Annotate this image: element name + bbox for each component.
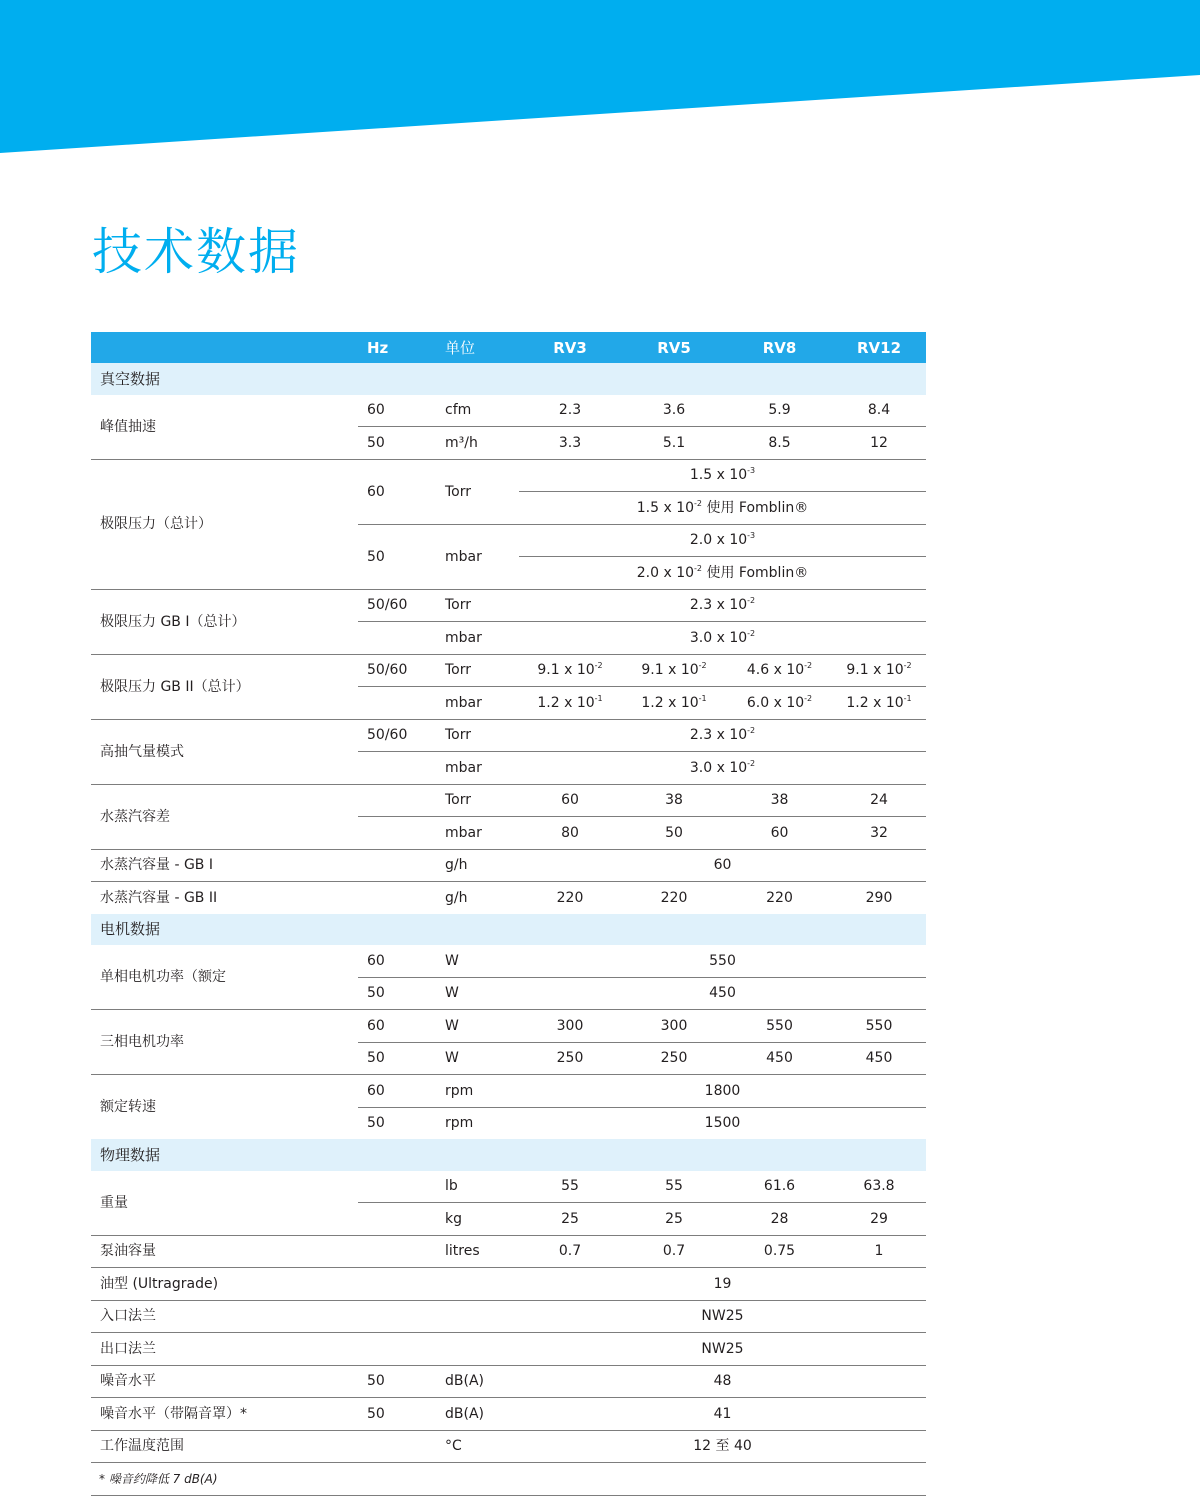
cell-value: 3.3 [519,427,621,460]
cell-hz [358,752,435,785]
header-unit: 单位 [435,332,519,363]
specification-table [91,332,926,1496]
row-label-noise-enclosure: 噪音水平（带隔音罩）* [91,1398,358,1431]
cell-value: 12 至 40 [519,1430,926,1463]
value-base: 6.0 x 10 [746,694,805,711]
cell-value [621,687,727,720]
cell-value: NW25 [519,1333,926,1366]
cell-hz: 50 [367,1115,385,1132]
cell-hz [358,622,435,655]
header-banner [0,0,1200,160]
value-exponent: -1 [903,693,912,703]
cell-value [519,524,926,557]
value-exponent: -2 [804,693,813,703]
section-title-physical: 物理数据 [91,1139,926,1171]
cell-value: 38 [621,784,727,817]
table-row [91,719,926,752]
cell-value: 450 [832,1042,926,1075]
value-base: 1.5 x 10 [689,467,748,484]
cell-value [832,654,926,687]
cell-unit: dB(A) [435,1398,519,1431]
header-model-rv12: RV12 [832,332,926,363]
cell-value: 250 [621,1042,727,1075]
cell-value: 38 [727,784,832,817]
cell-value: 25 [519,1203,621,1236]
cell-value: 0.75 [727,1235,832,1268]
section-row-motor [91,914,926,946]
cell-hz [358,1171,435,1203]
cell-value: 25 [621,1203,727,1236]
cell-unit: mbar [435,622,519,655]
table-row [91,395,926,427]
cell-value: 0.7 [519,1235,621,1268]
cell-hz [358,849,435,882]
cell-hz: 60 [358,395,435,427]
value-base: 3.0 x 10 [689,629,748,646]
value-base: 9.1 x 10 [537,662,595,679]
cell-hz: 50 [358,977,435,1010]
value-base: 9.1 x 10 [846,662,904,679]
cell-hz [358,1333,435,1366]
cell-value: 60 [727,817,832,850]
header-model-rv5: RV5 [621,332,727,363]
cell-hz [358,1235,435,1268]
row-label-oil-type: 油型 (Ultragrade) [91,1268,358,1301]
cell-hz: 50/60 [358,719,435,752]
table-header-row [91,332,926,363]
cell-value: 55 [519,1171,621,1203]
cell-value: 550 [727,1010,832,1043]
row-label-rated-speed: 额定转速 [100,1099,156,1115]
row-label-weight: 重量 [91,1171,358,1236]
header-model-rv8: RV8 [727,332,832,363]
cell-hz: 50/60 [358,589,435,622]
cell-unit: W [435,977,519,1010]
cell-unit: Torr [435,654,519,687]
cell-hz: 50/60 [358,654,435,687]
cell-hz: 50 [358,524,435,589]
value-exponent: -3 [747,466,756,476]
cell-unit: Torr [435,589,519,622]
cell-value [621,654,727,687]
cell-value: 220 [556,889,584,906]
cell-value: 60 [519,784,621,817]
value-base: 1.2 x 10 [537,694,595,711]
value-base: 9.1 x 10 [641,662,699,679]
row-label-ultimate-gb1: 极限压力 GB I（总计） [91,589,358,654]
cell-hz [358,1300,435,1333]
page-title: 技术数据 [92,223,300,281]
value-exponent: -2 [694,498,703,508]
cell-unit: W [435,1042,519,1075]
cell-value: 50 [621,817,727,850]
cell-hz: 50 [358,1398,435,1431]
value-exponent: -2 [804,661,813,671]
cell-unit [435,1268,519,1301]
section-row-vacuum [91,363,926,395]
cell-value [519,492,926,525]
cell-unit: cfm [435,395,519,427]
value-suffix: 使用 Fomblin® [702,499,809,516]
table-row [91,1333,926,1366]
value-exponent: -1 [698,693,707,703]
cell-value [519,459,926,492]
cell-unit: W [435,1010,519,1043]
cell-value: NW25 [519,1300,926,1333]
table-row [91,589,926,622]
cell-unit: Torr [435,459,519,524]
table-row [91,882,926,914]
cell-unit: W [435,945,519,977]
value-exponent: -1 [594,693,603,703]
cell-value: 55 [621,1171,727,1203]
cell-value: 61.6 [727,1171,832,1203]
value-exponent: -3 [747,531,756,541]
table-row [91,945,926,977]
cell-value: 8.5 [727,427,832,460]
cell-unit: rpm [435,1075,519,1108]
cell-value: 450 [727,1042,832,1075]
cell-value: 220 [660,889,688,906]
row-label-ultimate-total: 极限压力（总计） [91,459,358,589]
cell-value: 550 [832,1010,926,1043]
value-base: 1.5 x 10 [636,499,695,516]
value-exponent: -2 [694,563,703,573]
cell-value: 19 [519,1268,926,1301]
value-base: 2.3 x 10 [689,727,748,744]
row-label-peak-speed: 峰值抽速 [91,395,358,460]
cell-value [519,622,926,655]
cell-hz: 50 [358,1042,435,1075]
cell-unit: mbar [435,817,519,850]
table-row [91,1075,926,1108]
table-row [91,1398,926,1431]
table-row [91,1235,926,1268]
cell-hz [358,1268,435,1301]
value-base: 2.0 x 10 [636,564,695,581]
cell-value: 300 [621,1010,727,1043]
row-label-water-capacity-gb2: 水蒸汽容量 - GB II [100,889,218,906]
cell-unit: g/h [445,889,468,906]
cell-value: 1 [832,1235,926,1268]
cell-unit [435,1300,519,1333]
cell-value: 250 [519,1042,621,1075]
cell-value: 550 [519,945,926,977]
value-base: 2.0 x 10 [689,532,748,549]
cell-value: 300 [519,1010,621,1043]
table-row [91,1300,926,1333]
cell-value: 2.3 [519,395,621,427]
cell-value: 28 [727,1203,832,1236]
row-label-outlet-flange: 出口法兰 [91,1333,358,1366]
cell-unit [435,1333,519,1366]
cell-value [727,654,832,687]
cell-hz [358,817,435,850]
cell-value: 5.1 [621,427,727,460]
cell-unit: litres [435,1235,519,1268]
value-exponent: -2 [698,661,707,671]
cell-value: 24 [832,784,926,817]
cell-unit: °C [435,1430,519,1463]
cell-hz: 60 [358,945,435,977]
cell-unit: Torr [435,784,519,817]
cell-unit: mbar [435,524,519,589]
header-empty [91,332,358,363]
cell-unit: Torr [435,719,519,752]
section-title-motor: 电机数据 [91,914,926,946]
row-label-ultimate-gb2: 极限压力 GB II（总计） [91,654,358,719]
cell-unit: mbar [435,687,519,720]
cell-value: 220 [766,889,793,906]
table-row [91,459,926,492]
value-base: 2.3 x 10 [689,597,748,614]
table-row [91,1010,926,1043]
table-row [91,1268,926,1301]
cell-value [519,687,621,720]
row-label-oil-capacity: 泵油容量 [91,1235,358,1268]
value-base: 1.2 x 10 [846,694,904,711]
cell-value [519,557,926,590]
row-label-water-vapour-tolerance: 水蒸汽容差 [91,784,358,849]
table-row [91,849,926,882]
value-suffix: 使用 Fomblin® [702,564,809,581]
cell-unit: mbar [435,752,519,785]
row-label-three-phase-power: 三相电机功率 [91,1010,358,1075]
cell-unit: dB(A) [435,1365,519,1398]
cell-hz: 50 [358,1365,435,1398]
table-row [91,654,926,687]
cell-value: 1500 [704,1115,741,1132]
cell-value: 80 [519,817,621,850]
cell-unit: lb [435,1171,519,1203]
table-row [91,1171,926,1203]
cell-value: 1800 [519,1075,926,1108]
cell-value: 8.4 [832,395,926,427]
cell-value [727,687,832,720]
value-exponent: -2 [747,628,756,638]
cell-value [832,687,926,720]
footnote: * 噪音约降低 7 dB(A) [91,1463,926,1496]
table-row [91,1365,926,1398]
section-title-vacuum: 真空数据 [91,363,926,395]
cell-value [519,752,926,785]
value-exponent: -2 [903,661,912,671]
cell-value: 5.9 [727,395,832,427]
cell-value: 48 [519,1365,926,1398]
cell-hz: 60 [358,459,435,524]
cell-value [519,589,926,622]
cell-hz [358,784,435,817]
cell-value: 41 [519,1398,926,1431]
value-base: 4.6 x 10 [746,662,805,679]
cell-value: 12 [832,427,926,460]
cell-value: 0.7 [621,1235,727,1268]
cell-hz [358,687,435,720]
cell-hz: 60 [358,1010,435,1043]
cell-value: 32 [832,817,926,850]
value-exponent: -2 [747,726,756,736]
value-exponent: -2 [747,758,756,768]
row-label-noise: 噪音水平 [91,1365,358,1398]
cell-value: 60 [519,849,926,882]
cell-unit: kg [435,1203,519,1236]
cell-value [519,654,621,687]
cell-hz [358,882,435,914]
cell-hz [358,1203,435,1236]
section-row-physical [91,1139,926,1171]
value-base: 1.2 x 10 [641,694,699,711]
cell-value: 29 [832,1203,926,1236]
cell-value: 3.6 [621,395,727,427]
value-exponent: -2 [594,661,603,671]
cell-hz: 60 [358,1075,435,1108]
value-exponent: -2 [747,596,756,606]
cell-unit: g/h [435,849,519,882]
table-row [91,1430,926,1463]
row-label-inlet-flange: 入口法兰 [91,1300,358,1333]
header-model-rv3: RV3 [519,332,621,363]
row-label-single-phase-power: 单相电机功率（额定 [91,945,358,1010]
row-label-high-throughput: 高抽气量模式 [91,719,358,784]
cell-value: 290 [865,889,893,906]
row-label-operating-temperature: 工作温度范围 [91,1430,358,1463]
cell-value: 450 [519,977,926,1010]
cell-value [519,719,926,752]
footnote-row [91,1463,926,1496]
row-label-water-capacity-gb1: 水蒸汽容量 - GB I [91,849,358,882]
header-hz: Hz [358,332,435,363]
cell-unit: m³/h [435,427,519,460]
cell-value: 63.8 [832,1171,926,1203]
table-row [91,784,926,817]
value-base: 3.0 x 10 [689,759,748,776]
cell-unit: rpm [445,1115,474,1132]
cell-hz: 50 [358,427,435,460]
cell-hz [358,1430,435,1463]
